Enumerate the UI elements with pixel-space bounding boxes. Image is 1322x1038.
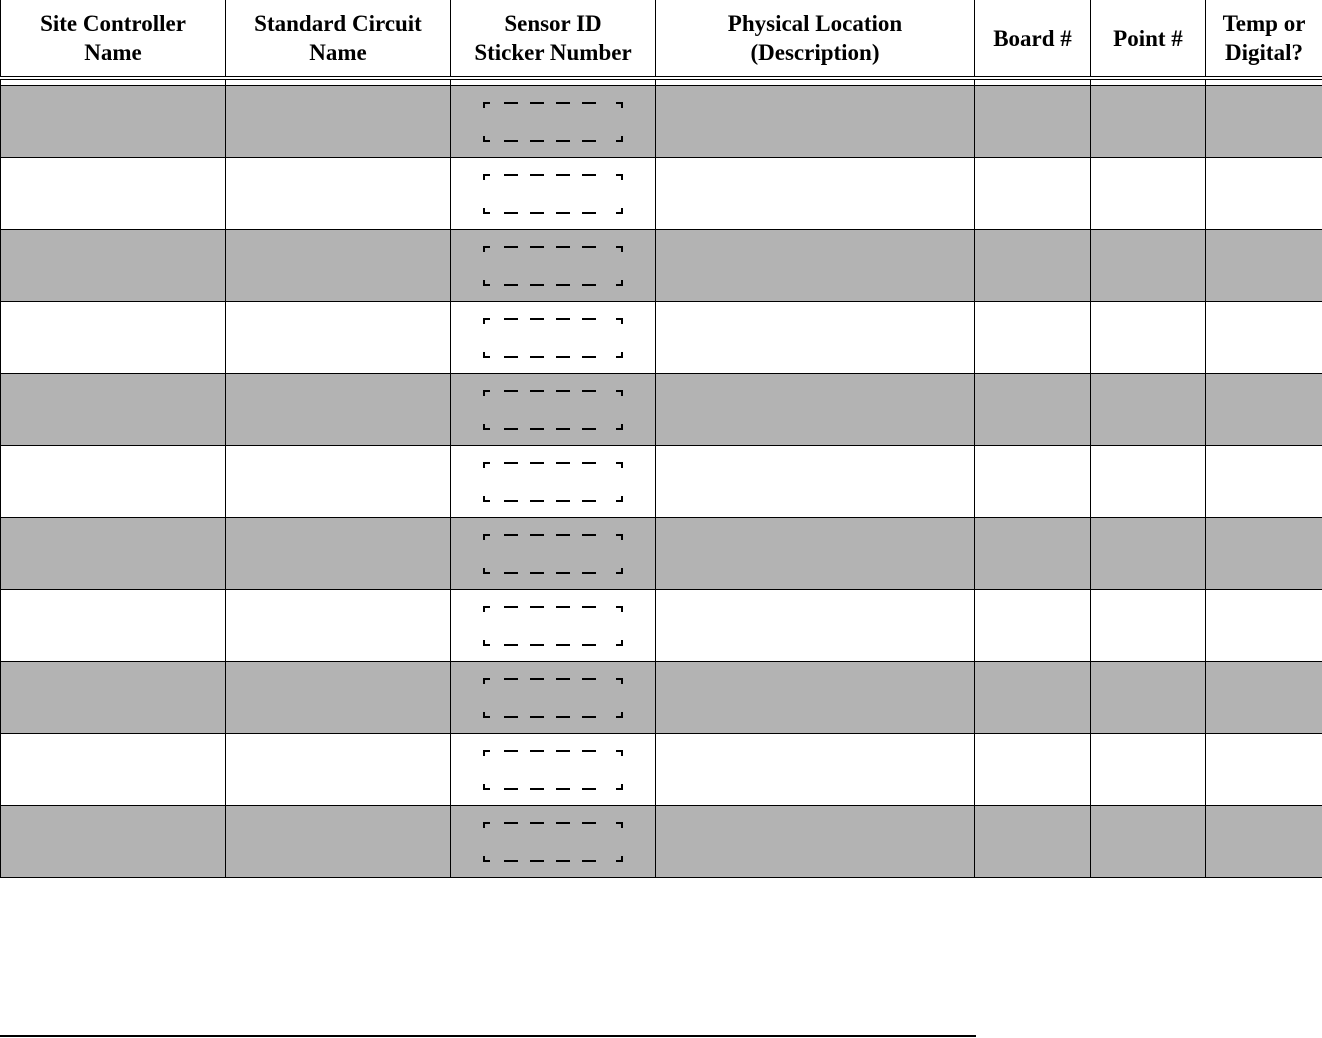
physical-location-cell[interactable] bbox=[656, 374, 975, 446]
point-number-cell[interactable] bbox=[1091, 86, 1206, 158]
board-number-cell[interactable] bbox=[975, 734, 1091, 806]
header-row bbox=[1, 0, 1322, 78]
site-controller-name-cell[interactable] bbox=[1, 446, 226, 518]
point-number-cell[interactable] bbox=[1091, 734, 1206, 806]
sticker-placeholder bbox=[482, 244, 624, 288]
site-controller-name-cell[interactable] bbox=[1, 302, 226, 374]
table-row bbox=[1, 446, 1322, 518]
temp-or-digital-cell[interactable] bbox=[1206, 374, 1322, 446]
physical-location-cell[interactable] bbox=[656, 446, 975, 518]
temp-or-digital-cell[interactable] bbox=[1206, 230, 1322, 302]
sensor-id-sticker-cell[interactable] bbox=[451, 86, 656, 158]
point-number-cell[interactable] bbox=[1091, 806, 1206, 878]
temp-or-digital-cell[interactable] bbox=[1206, 446, 1322, 518]
form-body bbox=[1, 86, 1322, 878]
table-row bbox=[1, 230, 1322, 302]
sensor-id-sticker-cell[interactable] bbox=[451, 590, 656, 662]
sensor-id-sticker-cell[interactable] bbox=[451, 374, 656, 446]
physical-location-cell[interactable] bbox=[656, 158, 975, 230]
point-number-cell[interactable] bbox=[1091, 518, 1206, 590]
physical-location-cell[interactable] bbox=[656, 518, 975, 590]
board-number-cell[interactable] bbox=[975, 374, 1091, 446]
sticker-placeholder bbox=[482, 748, 624, 792]
board-number-cell[interactable] bbox=[975, 446, 1091, 518]
site-controller-name-cell[interactable] bbox=[1, 374, 226, 446]
site-controller-name-cell[interactable] bbox=[1, 806, 226, 878]
sticker-placeholder bbox=[482, 604, 624, 648]
standard-circuit-name-cell[interactable] bbox=[226, 662, 451, 734]
standard-circuit-name-cell[interactable] bbox=[226, 230, 451, 302]
board-number-cell[interactable] bbox=[975, 806, 1091, 878]
sensor-id-sticker-cell[interactable] bbox=[451, 662, 656, 734]
standard-circuit-name-cell[interactable] bbox=[226, 518, 451, 590]
table-row bbox=[1, 158, 1322, 230]
header-point-number: Point # bbox=[1091, 0, 1206, 78]
header-board-number: Board # bbox=[975, 0, 1091, 78]
sensor-id-sticker-cell[interactable] bbox=[451, 446, 656, 518]
board-number-cell[interactable] bbox=[975, 158, 1091, 230]
standard-circuit-name-cell[interactable] bbox=[226, 302, 451, 374]
board-number-cell[interactable] bbox=[975, 86, 1091, 158]
sticker-placeholder bbox=[482, 532, 624, 576]
table-row bbox=[1, 806, 1322, 878]
site-controller-name-cell[interactable] bbox=[1, 230, 226, 302]
sticker-placeholder bbox=[482, 820, 624, 864]
standard-circuit-name-cell[interactable] bbox=[226, 86, 451, 158]
sensor-id-sticker-cell[interactable] bbox=[451, 302, 656, 374]
table-row bbox=[1, 86, 1322, 158]
header-gap bbox=[1, 78, 1322, 86]
sensor-id-sticker-cell[interactable] bbox=[451, 806, 656, 878]
table-row bbox=[1, 374, 1322, 446]
sticker-placeholder bbox=[482, 388, 624, 432]
physical-location-cell[interactable] bbox=[656, 590, 975, 662]
sticker-placeholder bbox=[482, 676, 624, 720]
header-standard-circuit-name: Standard Circuit Name bbox=[226, 0, 451, 78]
sticker-placeholder bbox=[482, 100, 624, 144]
board-number-cell[interactable] bbox=[975, 590, 1091, 662]
point-number-cell[interactable] bbox=[1091, 590, 1206, 662]
temp-or-digital-cell[interactable] bbox=[1206, 86, 1322, 158]
header-physical-location: Physical Location (Description) bbox=[656, 0, 975, 78]
board-number-cell[interactable] bbox=[975, 230, 1091, 302]
sticker-placeholder bbox=[482, 316, 624, 360]
sticker-placeholder bbox=[482, 460, 624, 504]
header-temp-or-digital: Temp or Digital? bbox=[1206, 0, 1322, 78]
sensor-id-sticker-cell[interactable] bbox=[451, 518, 656, 590]
table-row bbox=[1, 662, 1322, 734]
site-controller-name-cell[interactable] bbox=[1, 86, 226, 158]
site-controller-name-cell[interactable] bbox=[1, 158, 226, 230]
point-number-cell[interactable] bbox=[1091, 374, 1206, 446]
standard-circuit-name-cell[interactable] bbox=[226, 158, 451, 230]
temp-or-digital-cell[interactable] bbox=[1206, 158, 1322, 230]
footer-rule bbox=[0, 1035, 976, 1037]
standard-circuit-name-cell[interactable] bbox=[226, 734, 451, 806]
temp-or-digital-cell[interactable] bbox=[1206, 734, 1322, 806]
standard-circuit-name-cell[interactable] bbox=[226, 590, 451, 662]
table-row bbox=[1, 734, 1322, 806]
board-number-cell[interactable] bbox=[975, 518, 1091, 590]
physical-location-cell[interactable] bbox=[656, 806, 975, 878]
standard-circuit-name-cell[interactable] bbox=[226, 806, 451, 878]
temp-or-digital-cell[interactable] bbox=[1206, 518, 1322, 590]
physical-location-cell[interactable] bbox=[656, 734, 975, 806]
temp-or-digital-cell[interactable] bbox=[1206, 590, 1322, 662]
temp-or-digital-cell[interactable] bbox=[1206, 806, 1322, 878]
standard-circuit-name-cell[interactable] bbox=[226, 374, 451, 446]
sensor-id-sticker-cell[interactable] bbox=[451, 734, 656, 806]
site-controller-name-cell[interactable] bbox=[1, 590, 226, 662]
table-row bbox=[1, 518, 1322, 590]
table-row bbox=[1, 590, 1322, 662]
board-number-cell[interactable] bbox=[975, 302, 1091, 374]
physical-location-cell[interactable] bbox=[656, 230, 975, 302]
site-controller-name-cell[interactable] bbox=[1, 518, 226, 590]
table-row bbox=[1, 302, 1322, 374]
sensor-id-sticker-cell[interactable] bbox=[451, 230, 656, 302]
physical-location-cell[interactable] bbox=[656, 302, 975, 374]
temp-or-digital-cell[interactable] bbox=[1206, 302, 1322, 374]
header-site-controller-name: Site Controller Name bbox=[1, 0, 226, 78]
point-number-cell[interactable] bbox=[1091, 302, 1206, 374]
temp-or-digital-cell[interactable] bbox=[1206, 662, 1322, 734]
point-number-cell[interactable] bbox=[1091, 230, 1206, 302]
board-number-cell[interactable] bbox=[975, 662, 1091, 734]
sensor-id-sticker-cell[interactable] bbox=[451, 158, 656, 230]
sticker-placeholder bbox=[482, 172, 624, 216]
point-number-cell[interactable] bbox=[1091, 446, 1206, 518]
physical-location-cell[interactable] bbox=[656, 662, 975, 734]
point-number-cell[interactable] bbox=[1091, 662, 1206, 734]
point-number-cell[interactable] bbox=[1091, 158, 1206, 230]
site-controller-name-cell[interactable] bbox=[1, 662, 226, 734]
standard-circuit-name-cell[interactable] bbox=[226, 446, 451, 518]
site-controller-name-cell[interactable] bbox=[1, 734, 226, 806]
physical-location-cell[interactable] bbox=[656, 86, 975, 158]
header-sensor-id-sticker-number: Sensor ID Sticker Number bbox=[451, 0, 656, 78]
